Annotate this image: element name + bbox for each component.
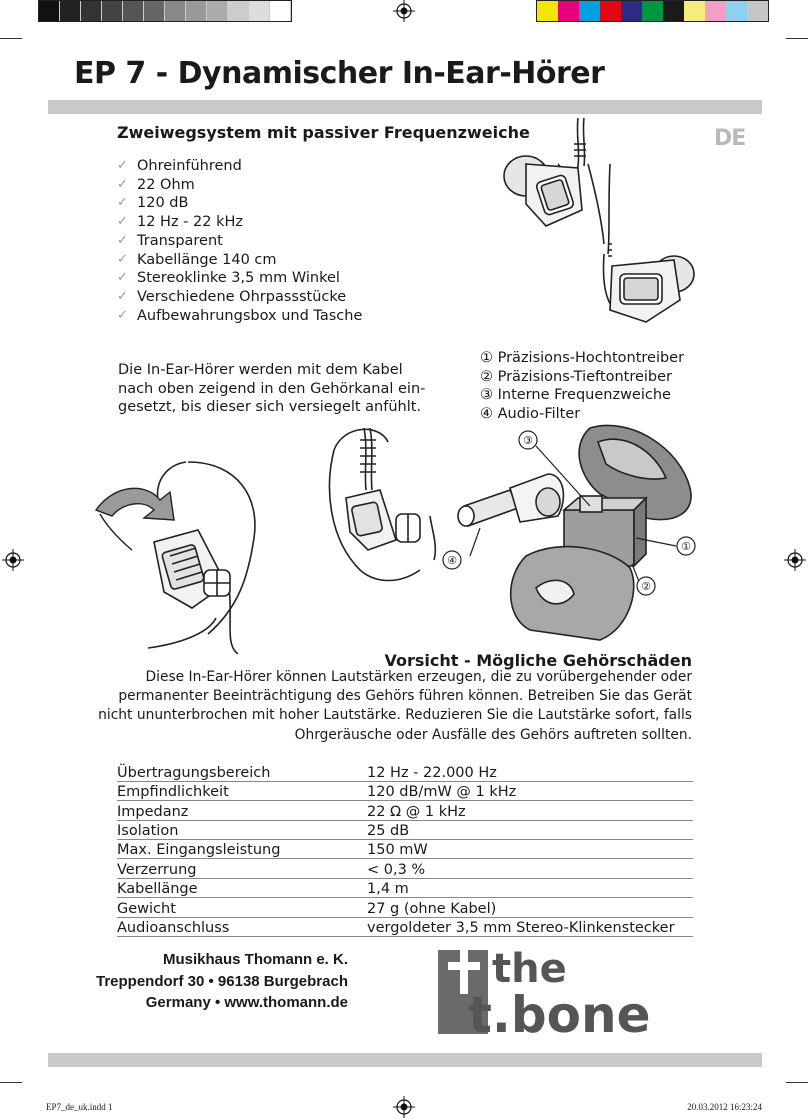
check-icon: ✓ [117, 158, 128, 173]
tbone-logo [438, 944, 698, 1036]
table-row: Isolation 25 dB [117, 820, 693, 839]
table-row: Audioanschluss vergoldeter 3,5 mm Stereo-Klinkenstecker [117, 917, 693, 936]
list-item: ② Präzisions-Tieftontreiber [480, 368, 673, 385]
list-item: ✓ Stereoklinke 3,5 mm Winkel [117, 270, 340, 287]
crop-mark [786, 38, 808, 39]
registration-mark-top [393, 0, 415, 22]
list-item: ✓ Kabellänge 140 cm [117, 251, 277, 268]
list-item: ③ Interne Frequenzweiche [480, 387, 671, 404]
ear-insertion-illustration [88, 458, 268, 654]
language-badge: DE [714, 126, 746, 151]
logo-text-tbone: t.bone [468, 986, 651, 1036]
check-icon: ✓ [117, 195, 128, 211]
ear-with-cable-illustration [320, 420, 444, 588]
warning-title: Vorsicht - Mögliche Gehörschäden [384, 651, 692, 670]
color-calibration-bar [536, 0, 769, 22]
company-address: Musikhaus Thomann e. K. Treppendorf 30 • 96138 Burgebrach Germany • www.thomann.de [95, 951, 348, 1011]
callout-3: ③ [523, 434, 533, 447]
list-item: ✓ 12 Hz - 22 kHz [117, 214, 243, 231]
insertion-instruction: Die In-Ear-Hörer werden mit dem Kabel nach oben zeigend in den Gehörkanal ein-gesetzt, bis dieser sich versiegelt anfühlt. [118, 362, 426, 416]
earphones-illustration [496, 114, 698, 334]
page-title: EP 7 - Dynamischer In-Ear-Hörer [74, 56, 605, 91]
footer-timestamp: 20.03.2012 16:23:24 [687, 1102, 762, 1112]
table-row: Verzerrung < 0,3 % [117, 859, 693, 878]
list-item: ✓ Verschiedene Ohrpassstücke [117, 288, 347, 305]
exploded-view-illustration [440, 418, 702, 646]
title-rule [48, 100, 762, 114]
feature-list [117, 157, 362, 325]
check-icon: ✓ [117, 270, 128, 286]
table-row: Übertragungsbereich 12 Hz - 22.000 Hz [117, 762, 693, 781]
table-row: Max. Eingangsleistung 150 mW [117, 840, 693, 859]
crop-mark [0, 38, 22, 39]
list-item: ✓ Transparent [117, 232, 223, 249]
list-item: ✓ 120 dB [117, 195, 189, 212]
check-icon: ✓ [117, 288, 128, 304]
list-item: ④ Audio-Filter [480, 405, 581, 422]
registration-mark-bottom [393, 1096, 415, 1118]
footer-filename: EP7_de_uk.indd 1 [46, 1102, 113, 1112]
list-item: ✓ 22 Ohm [117, 176, 195, 193]
registration-mark-left [2, 549, 24, 571]
bottom-rule [48, 1053, 762, 1067]
check-icon: ✓ [117, 176, 128, 192]
callout-4: ④ [447, 554, 457, 567]
crop-mark [786, 1082, 808, 1083]
table-row: Empfindlichkeit 120 dB/mW @ 1 kHz [117, 781, 693, 800]
grey-calibration-bar [38, 0, 292, 22]
table-row: Gewicht 27 g (ohne Kabel) [117, 898, 693, 917]
logo-text-the: the [492, 946, 567, 992]
specs-table [117, 762, 693, 937]
table-row: Impedanz 22 Ω @ 1 kHz [117, 801, 693, 820]
callout-1: ① [681, 540, 691, 553]
check-icon: ✓ [117, 232, 128, 248]
list-item: ✓ Aufbewahrungsbox und Tasche [117, 307, 363, 324]
registration-mark-right [784, 549, 806, 571]
parts-list [480, 349, 684, 423]
check-icon: ✓ [117, 307, 128, 323]
list-item: ① Präzisions-Hochtontreiber [480, 350, 685, 366]
section-subtitle: Zweiwegsystem mit passiver Frequenzweiche [117, 123, 530, 142]
list-item: ✓ Ohreinführend [117, 158, 242, 174]
warning-text: Diese In-Ear-Hörer können Lautstärken erzeugen, die zu vorübergehender oder permanenter Beeinträchtigung des Gehörs führen können. Betreiben Sie das Gerät nicht ununterbrochen mit hoher Lautstärke. Reduzieren Sie die Lautstärke sofort, falls Ohrgeräusche oder Ausfälle des Gehörs auftreten sollten. [98, 669, 692, 743]
table-row: Kabellänge 1,4 m [117, 878, 693, 897]
check-icon: ✓ [117, 251, 128, 267]
check-icon: ✓ [117, 214, 128, 230]
crop-mark [0, 1082, 22, 1083]
callout-2: ② [641, 580, 651, 593]
